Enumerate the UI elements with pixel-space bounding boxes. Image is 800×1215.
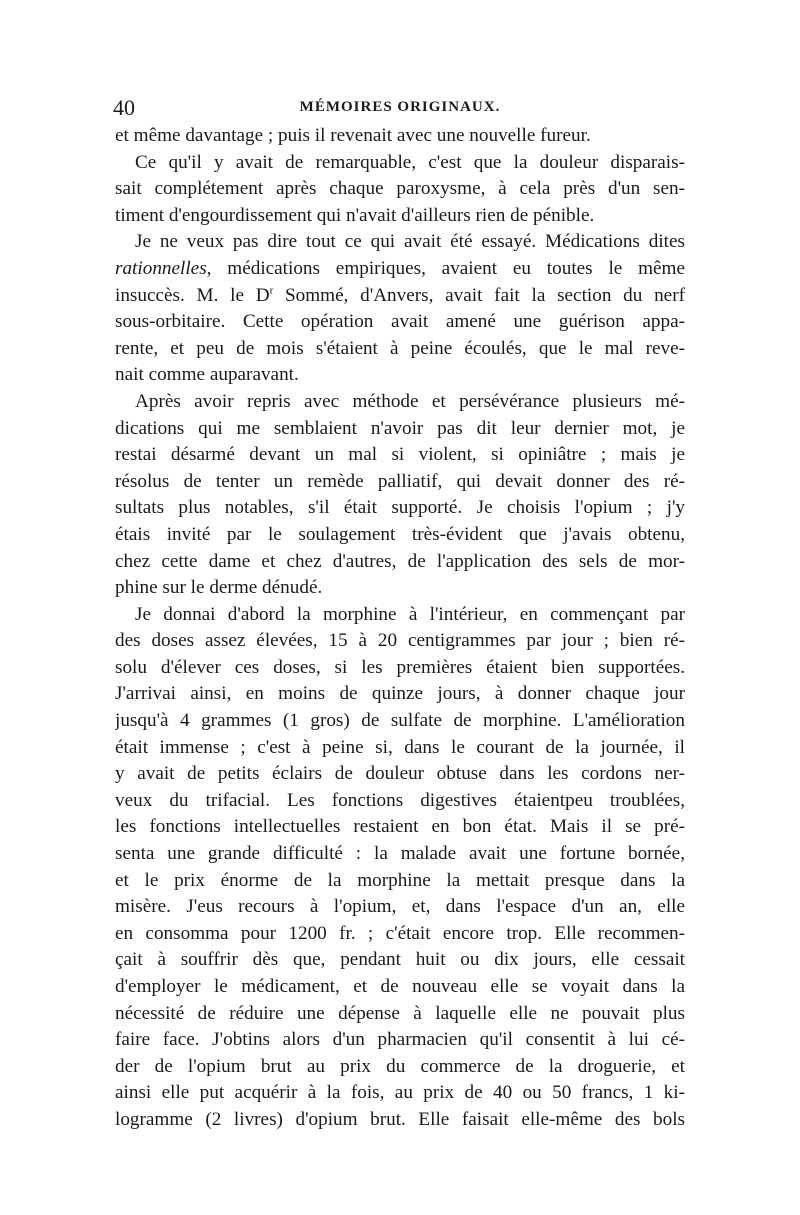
paragraph-2 — [115, 150, 685, 230]
body-text — [115, 123, 685, 1134]
text-line: des doses assez élevées, 15 à 20 centigrammes par jour ; bien ré- — [115, 630, 685, 652]
paragraph-5 — [115, 602, 685, 1134]
text-line: les fonctions intellectuelles restaient en bon état. Mais il se pré- — [115, 816, 685, 838]
text-line: sous-orbitaire. Cette opération avait amené une guérison appa- — [115, 311, 685, 333]
text-line: çait à souffrir dès que, pendant huit ou dix jours, elle cessait — [115, 949, 685, 971]
text-line: chez cette dame et chez d'autres, de l'application des sels de mor- — [115, 550, 685, 572]
text-line: rente, et peu de mois s'étaient à peine écoulés, que le mal reve- — [115, 337, 685, 359]
text-line: dications qui me semblaient n'avoir pas dit leur dernier mot, je — [115, 417, 685, 439]
text-line — [115, 256, 685, 283]
text-line: nécessité de réduire une dépense à laquelle elle ne pouvait plus — [115, 1002, 685, 1024]
italic-term: rationnelles — [115, 257, 207, 279]
paragraph-4 — [115, 389, 685, 602]
text-line: logramme (2 livres) d'opium brut. Elle faisait elle-même des bols — [115, 1108, 685, 1130]
text-line: étais invité par le soulagement très-évident que j'avais obtenu, — [115, 523, 685, 545]
text-line: restai désarmé devant un mal si violent, si opiniâtre ; mais je — [115, 444, 685, 466]
text-line: solu d'élever ces doses, si les premières étaient bien supportées. — [115, 656, 685, 678]
text-line: nait comme auparavant. — [115, 364, 299, 386]
text-line: y avait de petits éclairs de douleur obtuse dans les cordons ner- — [115, 763, 685, 785]
text-line: timent d'engourdissement qui n'avait d'ailleurs rien de pénible. — [115, 204, 595, 226]
text-line: jusqu'à 4 grammes (1 gros) de sulfate de morphine. L'amélioration — [115, 710, 685, 732]
text-line: ainsi elle put acquérir à la fois, au prix de 40 ou 50 francs, 1 ki- — [115, 1082, 685, 1104]
paragraph-3 — [115, 229, 685, 389]
text-line: Après avoir repris avec méthode et persévérance plusieurs mé- — [135, 390, 685, 412]
text-line: J'arrivai ainsi, en moins de quinze jours, à donner chaque jour — [115, 683, 685, 705]
text-line — [115, 283, 685, 310]
text-line: senta une grande difficulté : la malade avait une fortune bornée, — [115, 843, 685, 865]
text-line: Je donnai d'abord la morphine à l'intérieur, en commençant par — [135, 603, 685, 625]
text-line: et le prix énorme de la morphine la mettait presque dans la — [115, 869, 685, 891]
book-page — [115, 95, 685, 1134]
running-title: MÉMOIRES ORIGINAUX. — [299, 99, 501, 115]
text-line: Je ne veux pas dire tout ce qui avait été essayé. Médications dites — [135, 231, 685, 253]
text-line-rest: , médications empiriques, avaient eu toutes le même — [206, 257, 685, 279]
text-line: der de l'opium brut au prix du commerce de la droguerie, et — [115, 1055, 685, 1077]
text-line: veux du trifacial. Les fonctions digestives étaientpeu troublées, — [115, 789, 685, 811]
text-line: Ce qu'il y avait de remarquable, c'est que la douleur disparais- — [135, 151, 685, 173]
text-line: en consomma pour 1200 fr. ; c'était encore trop. Elle recommen- — [115, 922, 685, 944]
paragraph-1 — [115, 123, 685, 150]
text-line: misère. J'eus recours à l'opium, et, dans l'espace d'un an, elle — [115, 896, 685, 918]
text-line: et même davantage ; puis il revenait avec une nouvelle fureur. — [115, 125, 591, 146]
text-line: sultats plus notables, s'il était supporté. Je choisis l'opium ; j'y — [115, 497, 685, 519]
text-line-start: insuccès. M. le D — [115, 284, 270, 306]
text-line: d'employer le médicament, et de nouveau elle se voyait dans la — [115, 976, 685, 997]
superscript: r — [269, 284, 274, 297]
text-line: sait complétement après chaque paroxysme, à cela près d'un sen- — [115, 178, 685, 200]
running-head — [115, 95, 685, 121]
text-line: faire face. J'obtins alors d'un pharmacien qu'il consentit à lui cé- — [115, 1029, 685, 1051]
text-line-rest: Sommé, d'Anvers, avait fait la section du nerf — [273, 284, 685, 306]
page-number: 40 — [113, 95, 135, 120]
text-line: phine sur le derme dénudé. — [115, 577, 323, 599]
text-line: était immense ; c'est à peine si, dans le courant de la journée, il — [115, 736, 685, 758]
text-line: résolus de tenter un remède palliatif, qui devait donner des ré- — [115, 470, 685, 492]
